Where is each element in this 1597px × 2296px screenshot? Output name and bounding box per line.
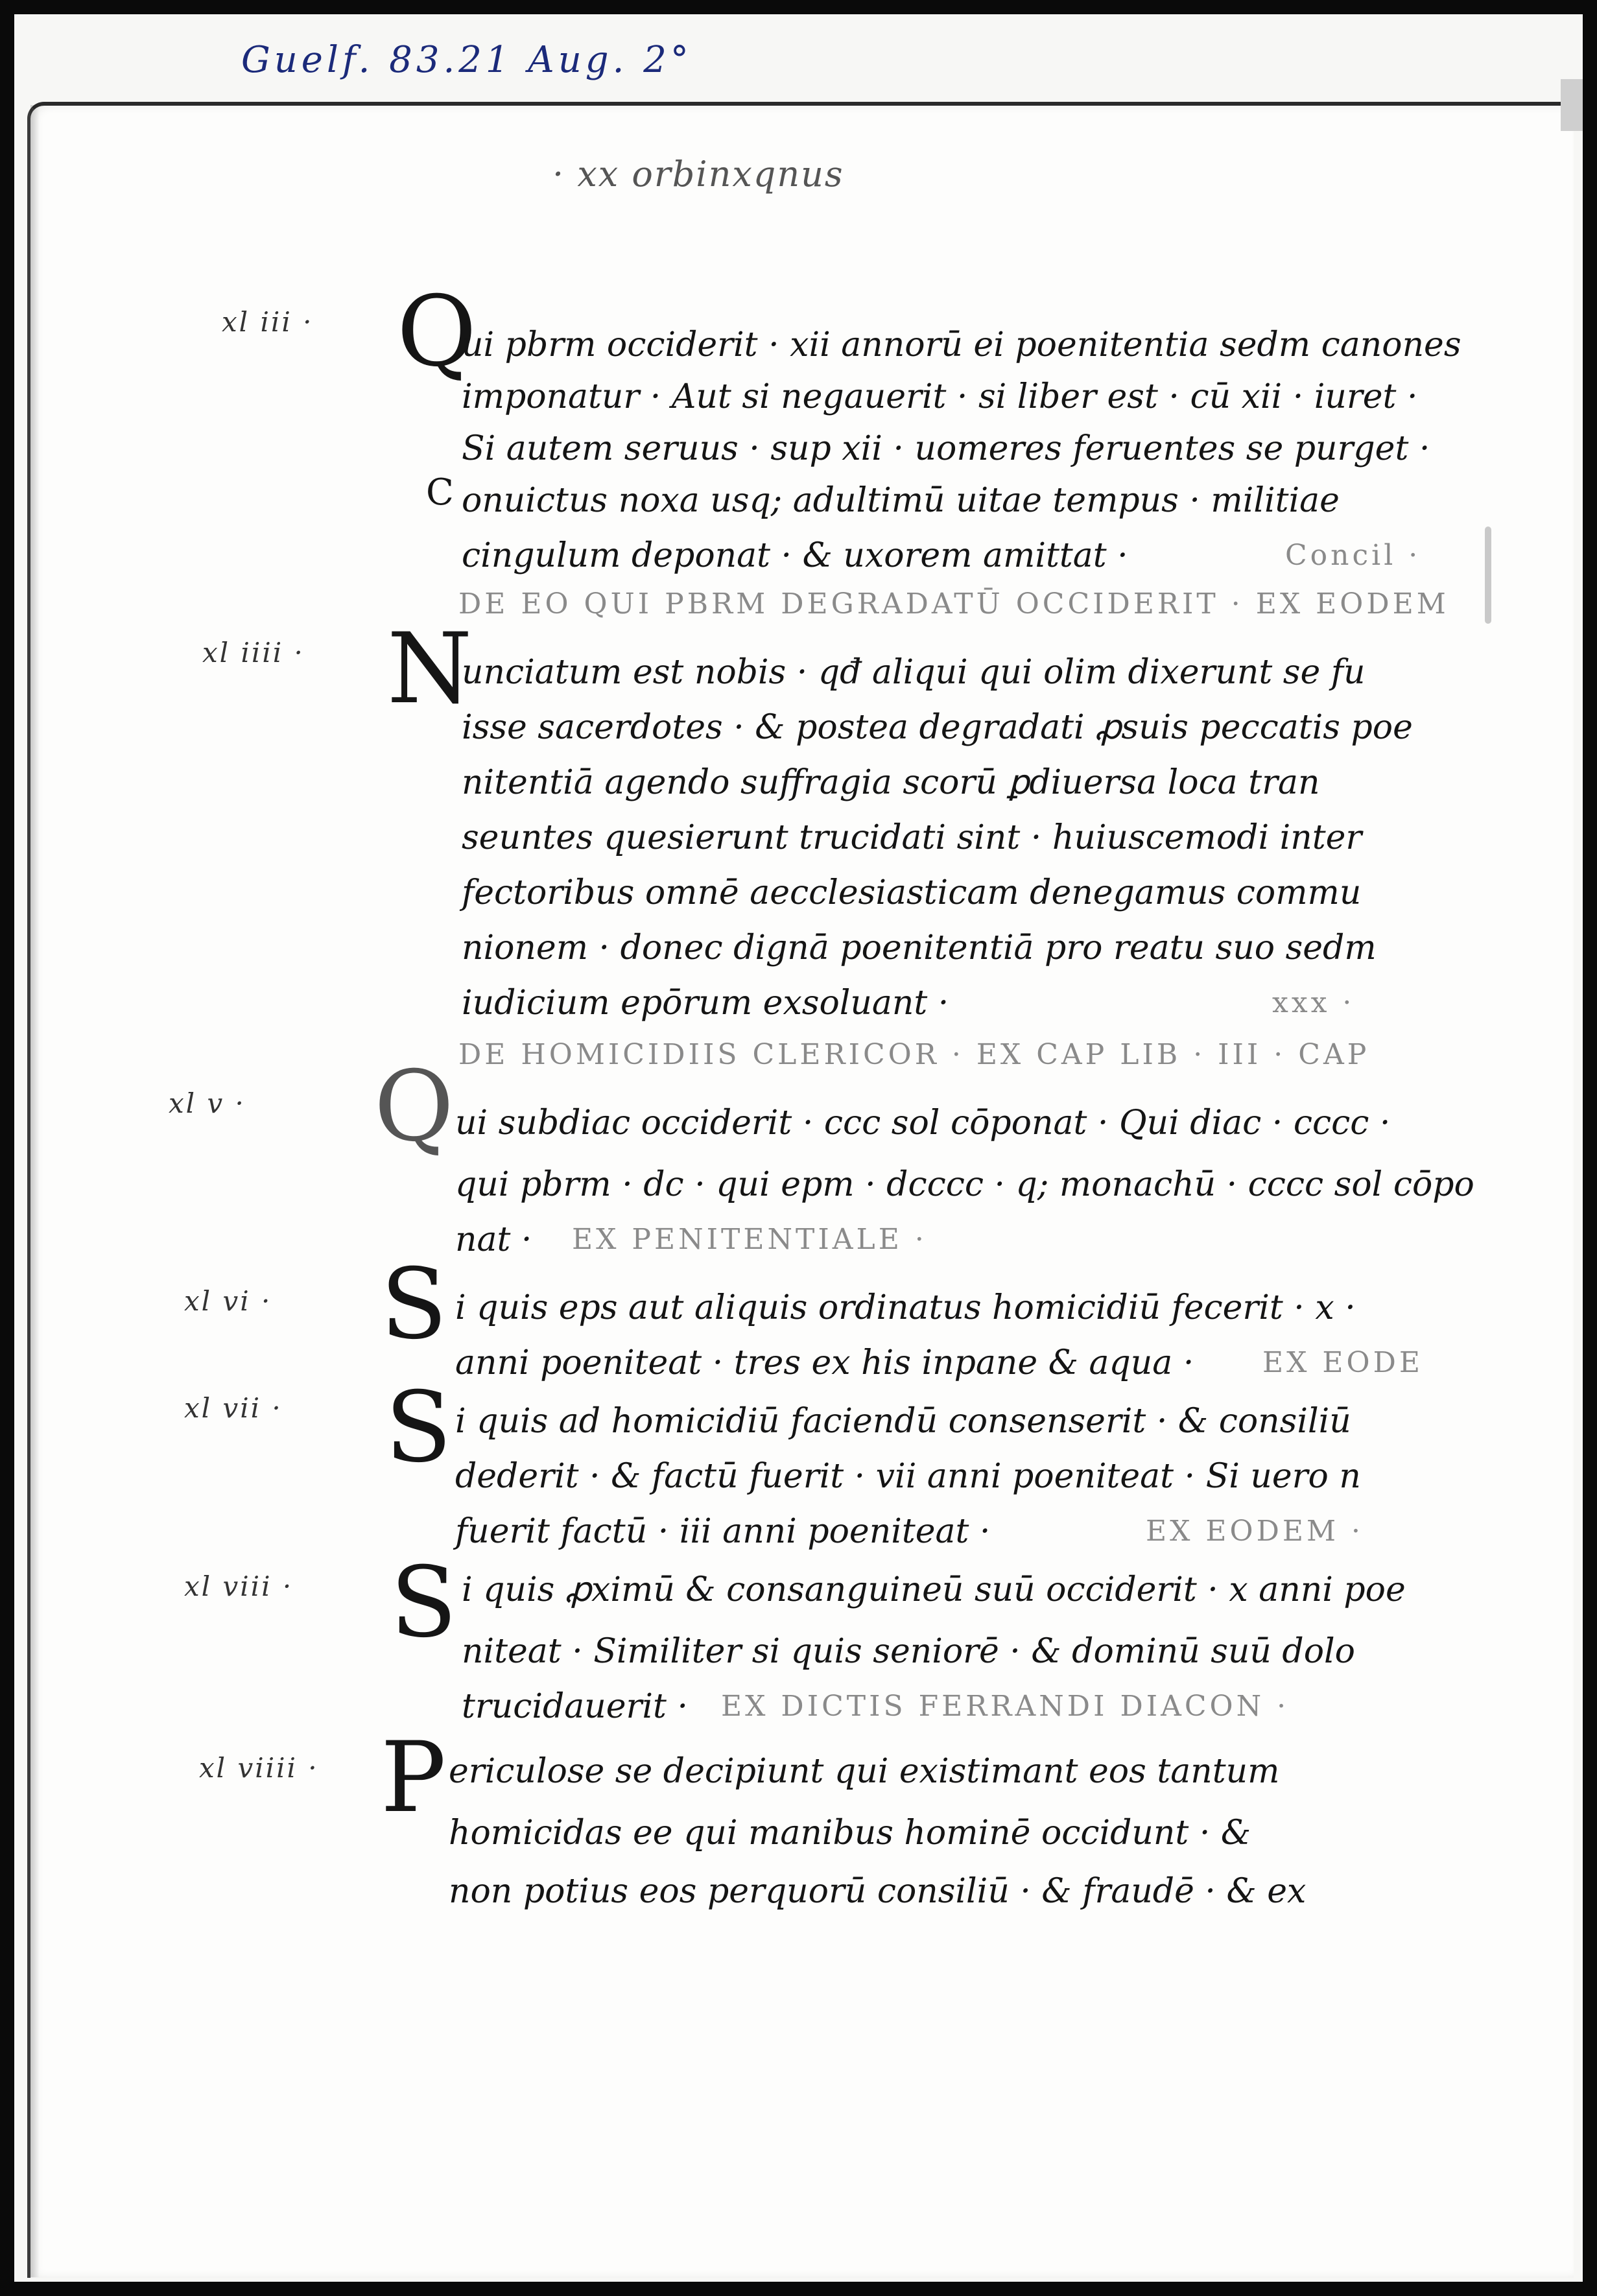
chapter-number: xl iiii · <box>202 637 305 669</box>
initial-letter: N <box>387 613 473 726</box>
text-line: anni poeniteat · tres ex his inpane & aqua · <box>455 1343 1194 1382</box>
initial-letter: C <box>426 471 454 514</box>
initial-letter: P <box>381 1722 446 1834</box>
text-line: onuictus noxa usq; adultimū uitae tempus · militiae <box>462 481 1340 520</box>
text-line: isse sacerdotes · & postea degradati ꝓsuis peccatis poe <box>462 708 1413 747</box>
scan-frame <box>14 14 1583 2282</box>
text-line: homicidas ee qui manibus hominē occidunt · & <box>449 1814 1251 1852</box>
text-line: fectoribus omnē aecclesiasticam denegamus commu <box>462 873 1362 912</box>
source-rubric: EX EODEM · <box>1146 1515 1364 1548</box>
top-margin-note: · xx orbinxqnus <box>552 154 844 195</box>
initial-letter: S <box>385 1371 452 1484</box>
text-line: seuntes quesierunt trucidati sint · huiuscemodi inter <box>462 818 1362 857</box>
chapter-number: xl viii · <box>184 1570 294 1602</box>
text-line: ui subdiac occiderit · ccc sol cōponat · Qui diac · cccc · <box>455 1104 1391 1142</box>
text-line: unciatum est nobis · qđ aliqui qui olim dixerunt se fu <box>462 653 1366 692</box>
text-line: non potius eos perquorū consiliū · & fraudē · & ex <box>449 1872 1307 1911</box>
chapter-rubric: DE EO QUI PBRM DEGRADATŪ OCCIDERIT · EX EODEM <box>458 587 1449 621</box>
text-line: iudicium epōrum exsoluant · <box>462 984 949 1023</box>
text-line: i quis eps aut aliquis ordinatus homicidiū fecerit · x · <box>455 1288 1356 1327</box>
text-line: ericulose se decipiunt qui existimant eos tantum <box>449 1752 1280 1791</box>
shelfmark-note: Guelf. 83.21 Aug. 2° <box>241 39 692 81</box>
text-line: niteat · Similiter si quis seniorē · & dominū suū dolo <box>462 1632 1355 1671</box>
text-line: qui pbrm · dc · qui epm · dcccc · q; monachū · cccc sol cōpo <box>455 1165 1474 1204</box>
text-line: cingulum deponat · & uxorem amittat · <box>462 536 1128 575</box>
text-line: dederit · & factū fuerit · vii anni poeniteat · Si uero n <box>455 1457 1361 1496</box>
initial-letter: Q <box>374 1050 454 1163</box>
page-edge-shadow <box>30 105 40 2277</box>
source-rubric: Concil · <box>1285 539 1421 572</box>
chapter-number: xl vii · <box>184 1392 283 1424</box>
chapter-number: xl vi · <box>184 1285 272 1317</box>
text-line: nionem · donec dignā poenitentiā pro reatu suo sedm <box>462 929 1377 967</box>
source-rubric: EX EODE <box>1262 1346 1424 1379</box>
source-rubric: xxx · <box>1272 986 1355 1019</box>
source-rubric: EX DICTIS FERRANDI DIACON · <box>721 1690 1290 1723</box>
text-line: nitentiā agendo suffragia scorū ꝑdiuersa loca tran <box>462 763 1320 802</box>
chapter-number: xl v · <box>169 1087 246 1119</box>
text-line: i quis ad homicidiū faciendū consenserit · & consiliū <box>455 1402 1351 1441</box>
text-line: i quis ꝓximū & consanguineū suū occiderit · x anni poe <box>462 1570 1406 1609</box>
text-line: Si autem seruus · sup xii · uomeres feruentes se purget · <box>462 429 1430 468</box>
chapter-number: xl viiii · <box>199 1752 319 1784</box>
source-rubric: EX PENITENTIALE · <box>572 1223 927 1256</box>
chapter-rubric: DE HOMICIDIIS CLERICOR · EX CAP LIB · III · CAP <box>458 1038 1370 1071</box>
text-line: trucidauerit · <box>462 1687 688 1726</box>
corner-shadow <box>1561 79 1583 131</box>
chapter-number: xl iii · <box>222 306 314 338</box>
right-margin-mark <box>1485 527 1491 624</box>
initial-letter: Q <box>397 276 477 388</box>
initial-letter: S <box>390 1546 457 1659</box>
initial-letter: S <box>381 1248 447 1361</box>
text-line: nat · <box>455 1220 532 1259</box>
text-line: imponatur · Aut si negauerit · si liber est · cū xii · iuret · <box>462 377 1418 416</box>
text-line: ui pbrm occiderit · xii annorū ei poenitentia sedm canones <box>462 325 1461 364</box>
text-line: fuerit factū · iii anni poeniteat · <box>455 1512 991 1551</box>
